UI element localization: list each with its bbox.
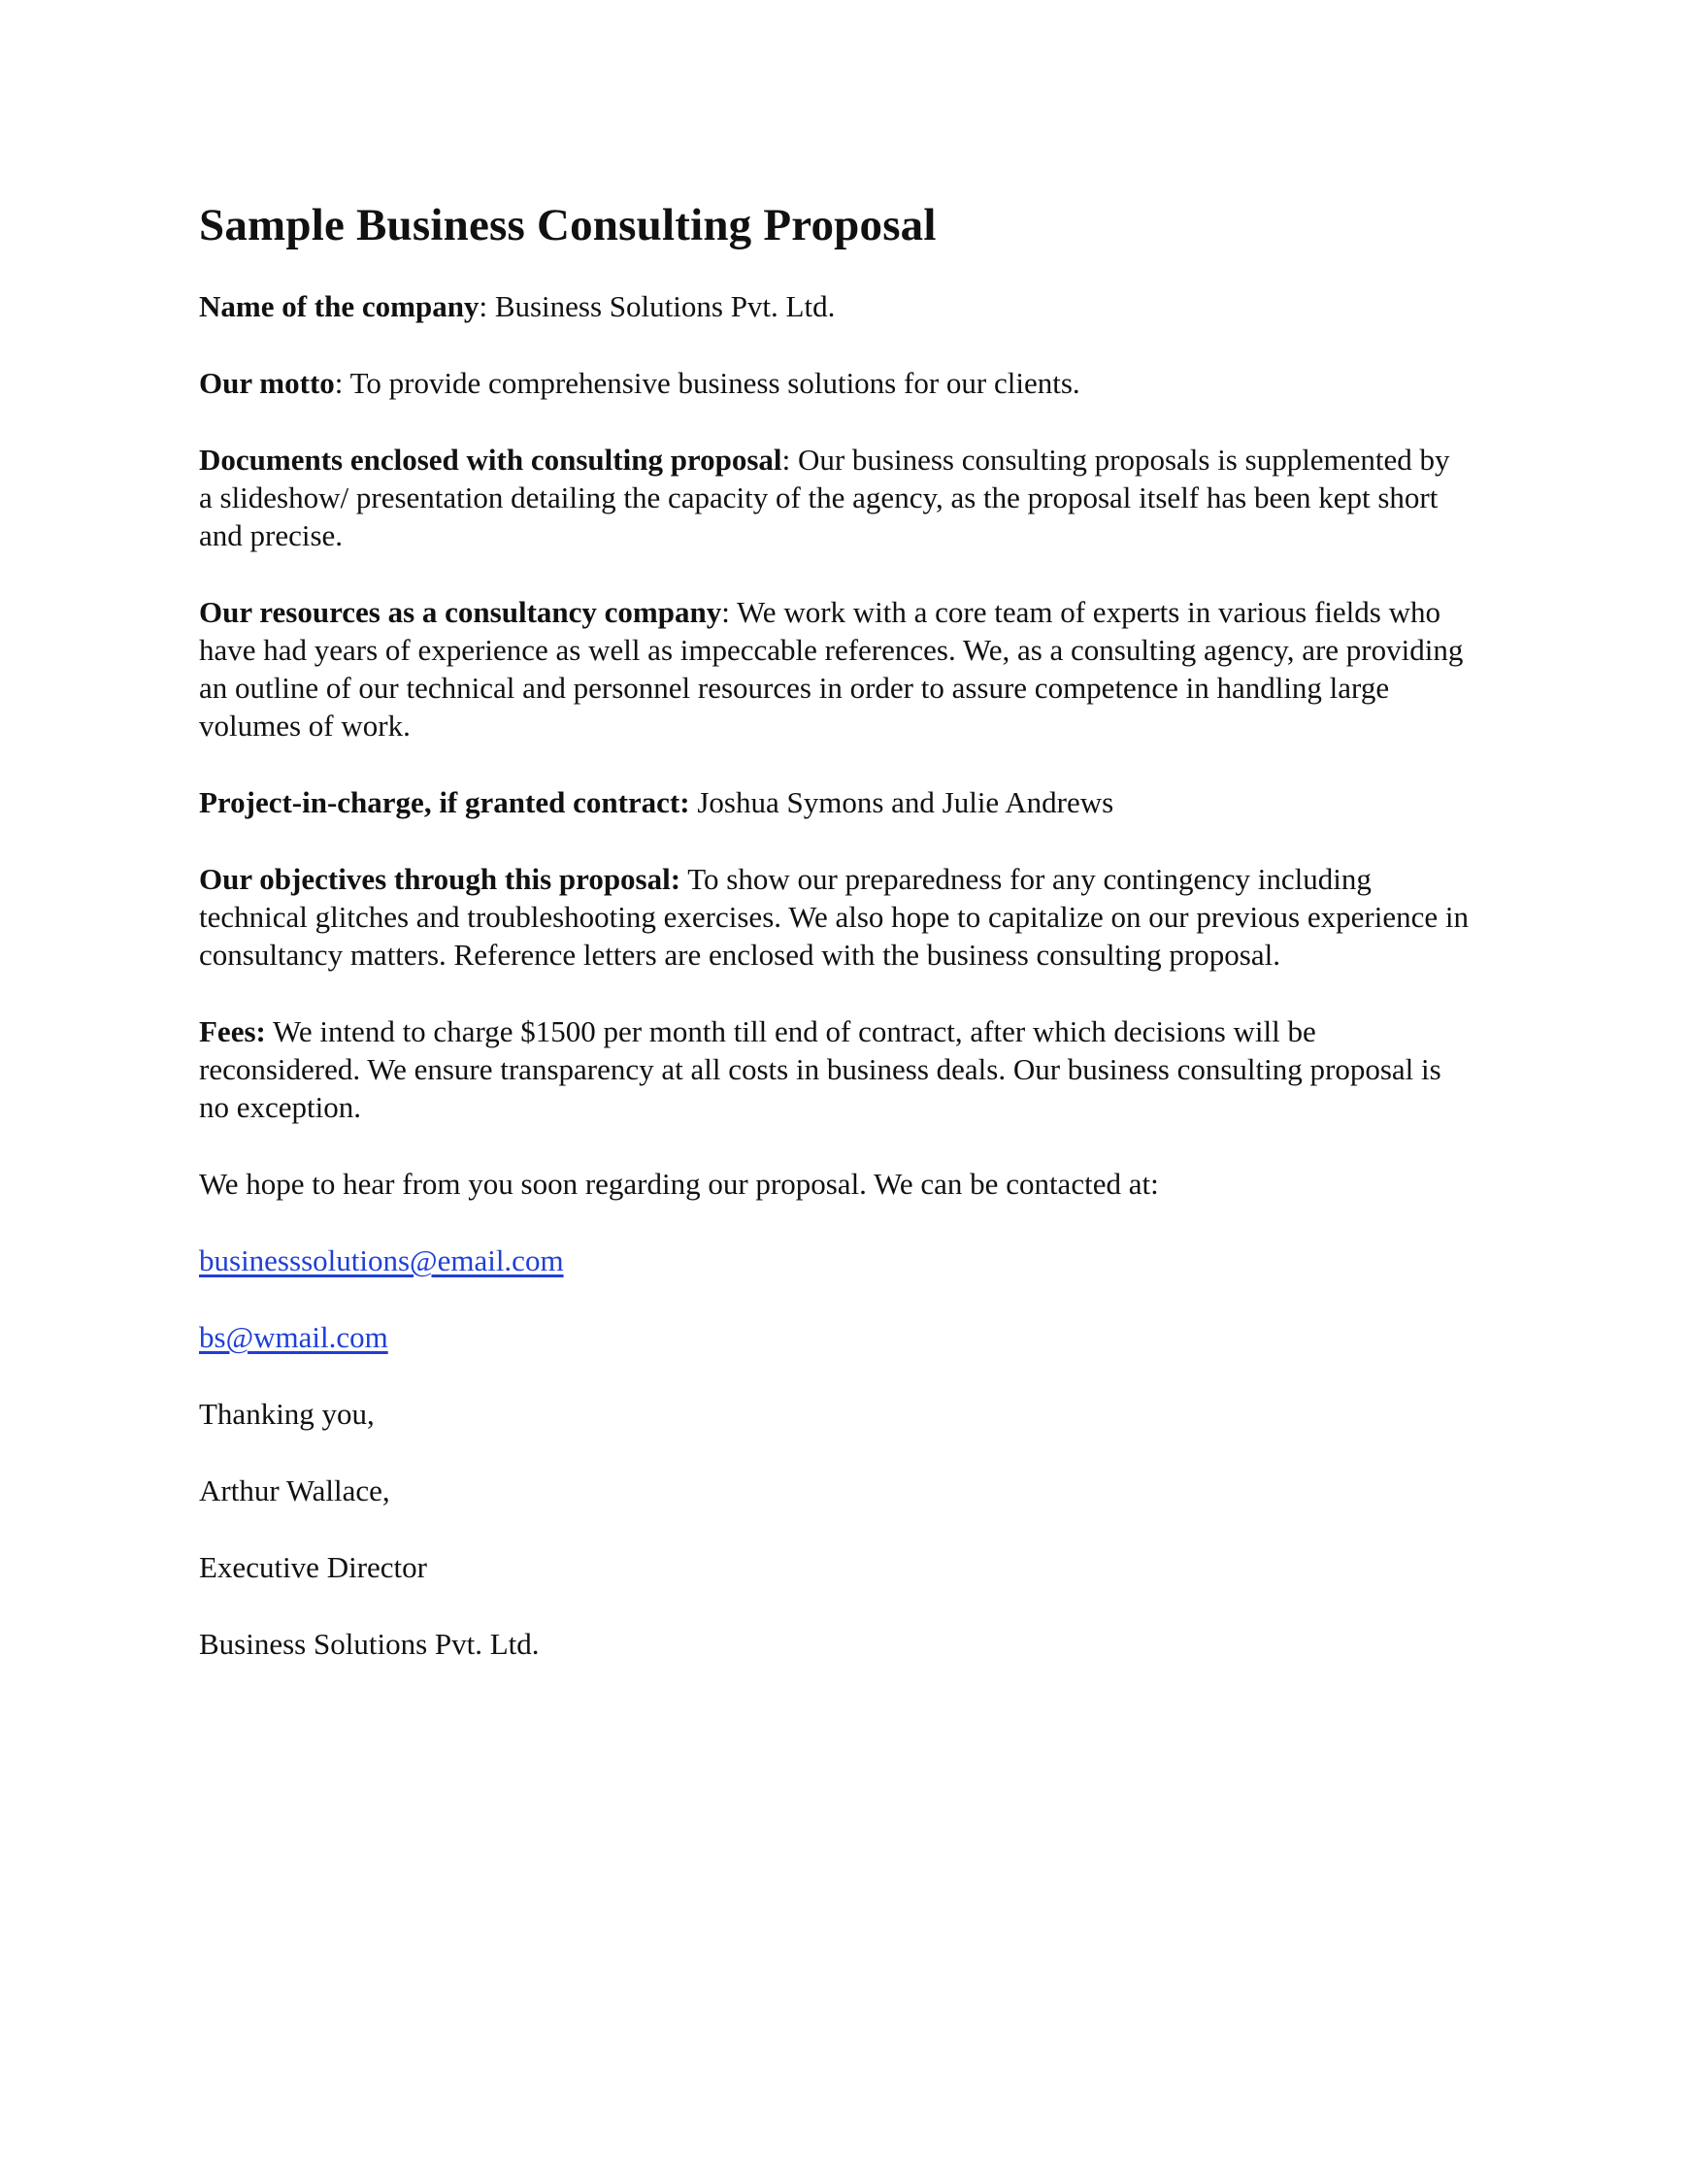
objectives-text: To show our preparedness for any contingency including technical glitches and troubleshooting exercises. We also hope to capitalize on our previous experience in consultancy matters. Reference letters are enclosed with the business consulting proposal. [199,862,1469,972]
project-label: Project-in-charge, if granted contract: [199,785,690,819]
documents-label: Documents enclosed with consulting proposal [199,443,782,477]
documents-separator: : [781,443,798,477]
resources-paragraph [199,593,1471,745]
project-text: Joshua Symons and Julie Andrews [697,785,1114,819]
signatory-organization: Business Solutions Pvt. Ltd. [199,1627,540,1661]
objectives-paragraph [199,860,1471,974]
motto-separator: : [334,366,350,400]
documents-paragraph [199,441,1471,554]
resources-text: We work with a core team of experts in various fields who have had years of experience as well as impeccable references. We, as a consulting agency, are providing an outline of our technical and personnel resources in order to assure competence in handling large volumes of work. [199,595,1464,743]
company-paragraph [199,287,1471,325]
company-name: Business Solutions Pvt. Ltd. [494,289,836,323]
document-title: Sample Business Consulting Proposal [199,200,937,250]
email-link-secondary[interactable]: bs@wmail.com [199,1320,388,1354]
fees-separator [266,1014,273,1048]
motto-text: To provide comprehensive business solutions for our clients. [349,366,1080,400]
email-line-1 [199,1241,1471,1279]
fees-paragraph [199,1012,1471,1126]
contact-intro: We hope to hear from you soon regarding our proposal. We can be contacted at: [199,1167,1159,1201]
resources-separator: : [721,595,738,629]
email-link-primary[interactable]: businesssolutions@email.com [199,1243,564,1277]
objectives-label: Our objectives through this proposal: [199,862,681,896]
resources-label: Our resources as a consultancy company [199,595,722,629]
company-label: Name of the company [199,289,480,323]
fees-label: Fees: [199,1014,266,1048]
signatory-position: Executive Director [199,1550,427,1584]
motto-label: Our motto [199,366,335,400]
fees-text: We intend to charge $1500 per month till end of contract, after which decisions will be reconsidered. We ensure transparency at all costs in business deals. Our business consulting proposal is no exception. [199,1014,1441,1124]
proposal-document [199,196,1471,1702]
company-separator: : [479,289,495,323]
documents-text: Our business consulting proposals is supplemented by a slideshow/ presentation detailing the capacity of the agency, as the proposal itself has been kept short and precise. [199,443,1450,552]
email-line-2 [199,1318,1471,1356]
closing-text: Thanking you, [199,1397,375,1431]
motto-paragraph [199,364,1471,402]
project-paragraph [199,783,1471,821]
signatory-name: Arthur Wallace, [199,1473,390,1507]
